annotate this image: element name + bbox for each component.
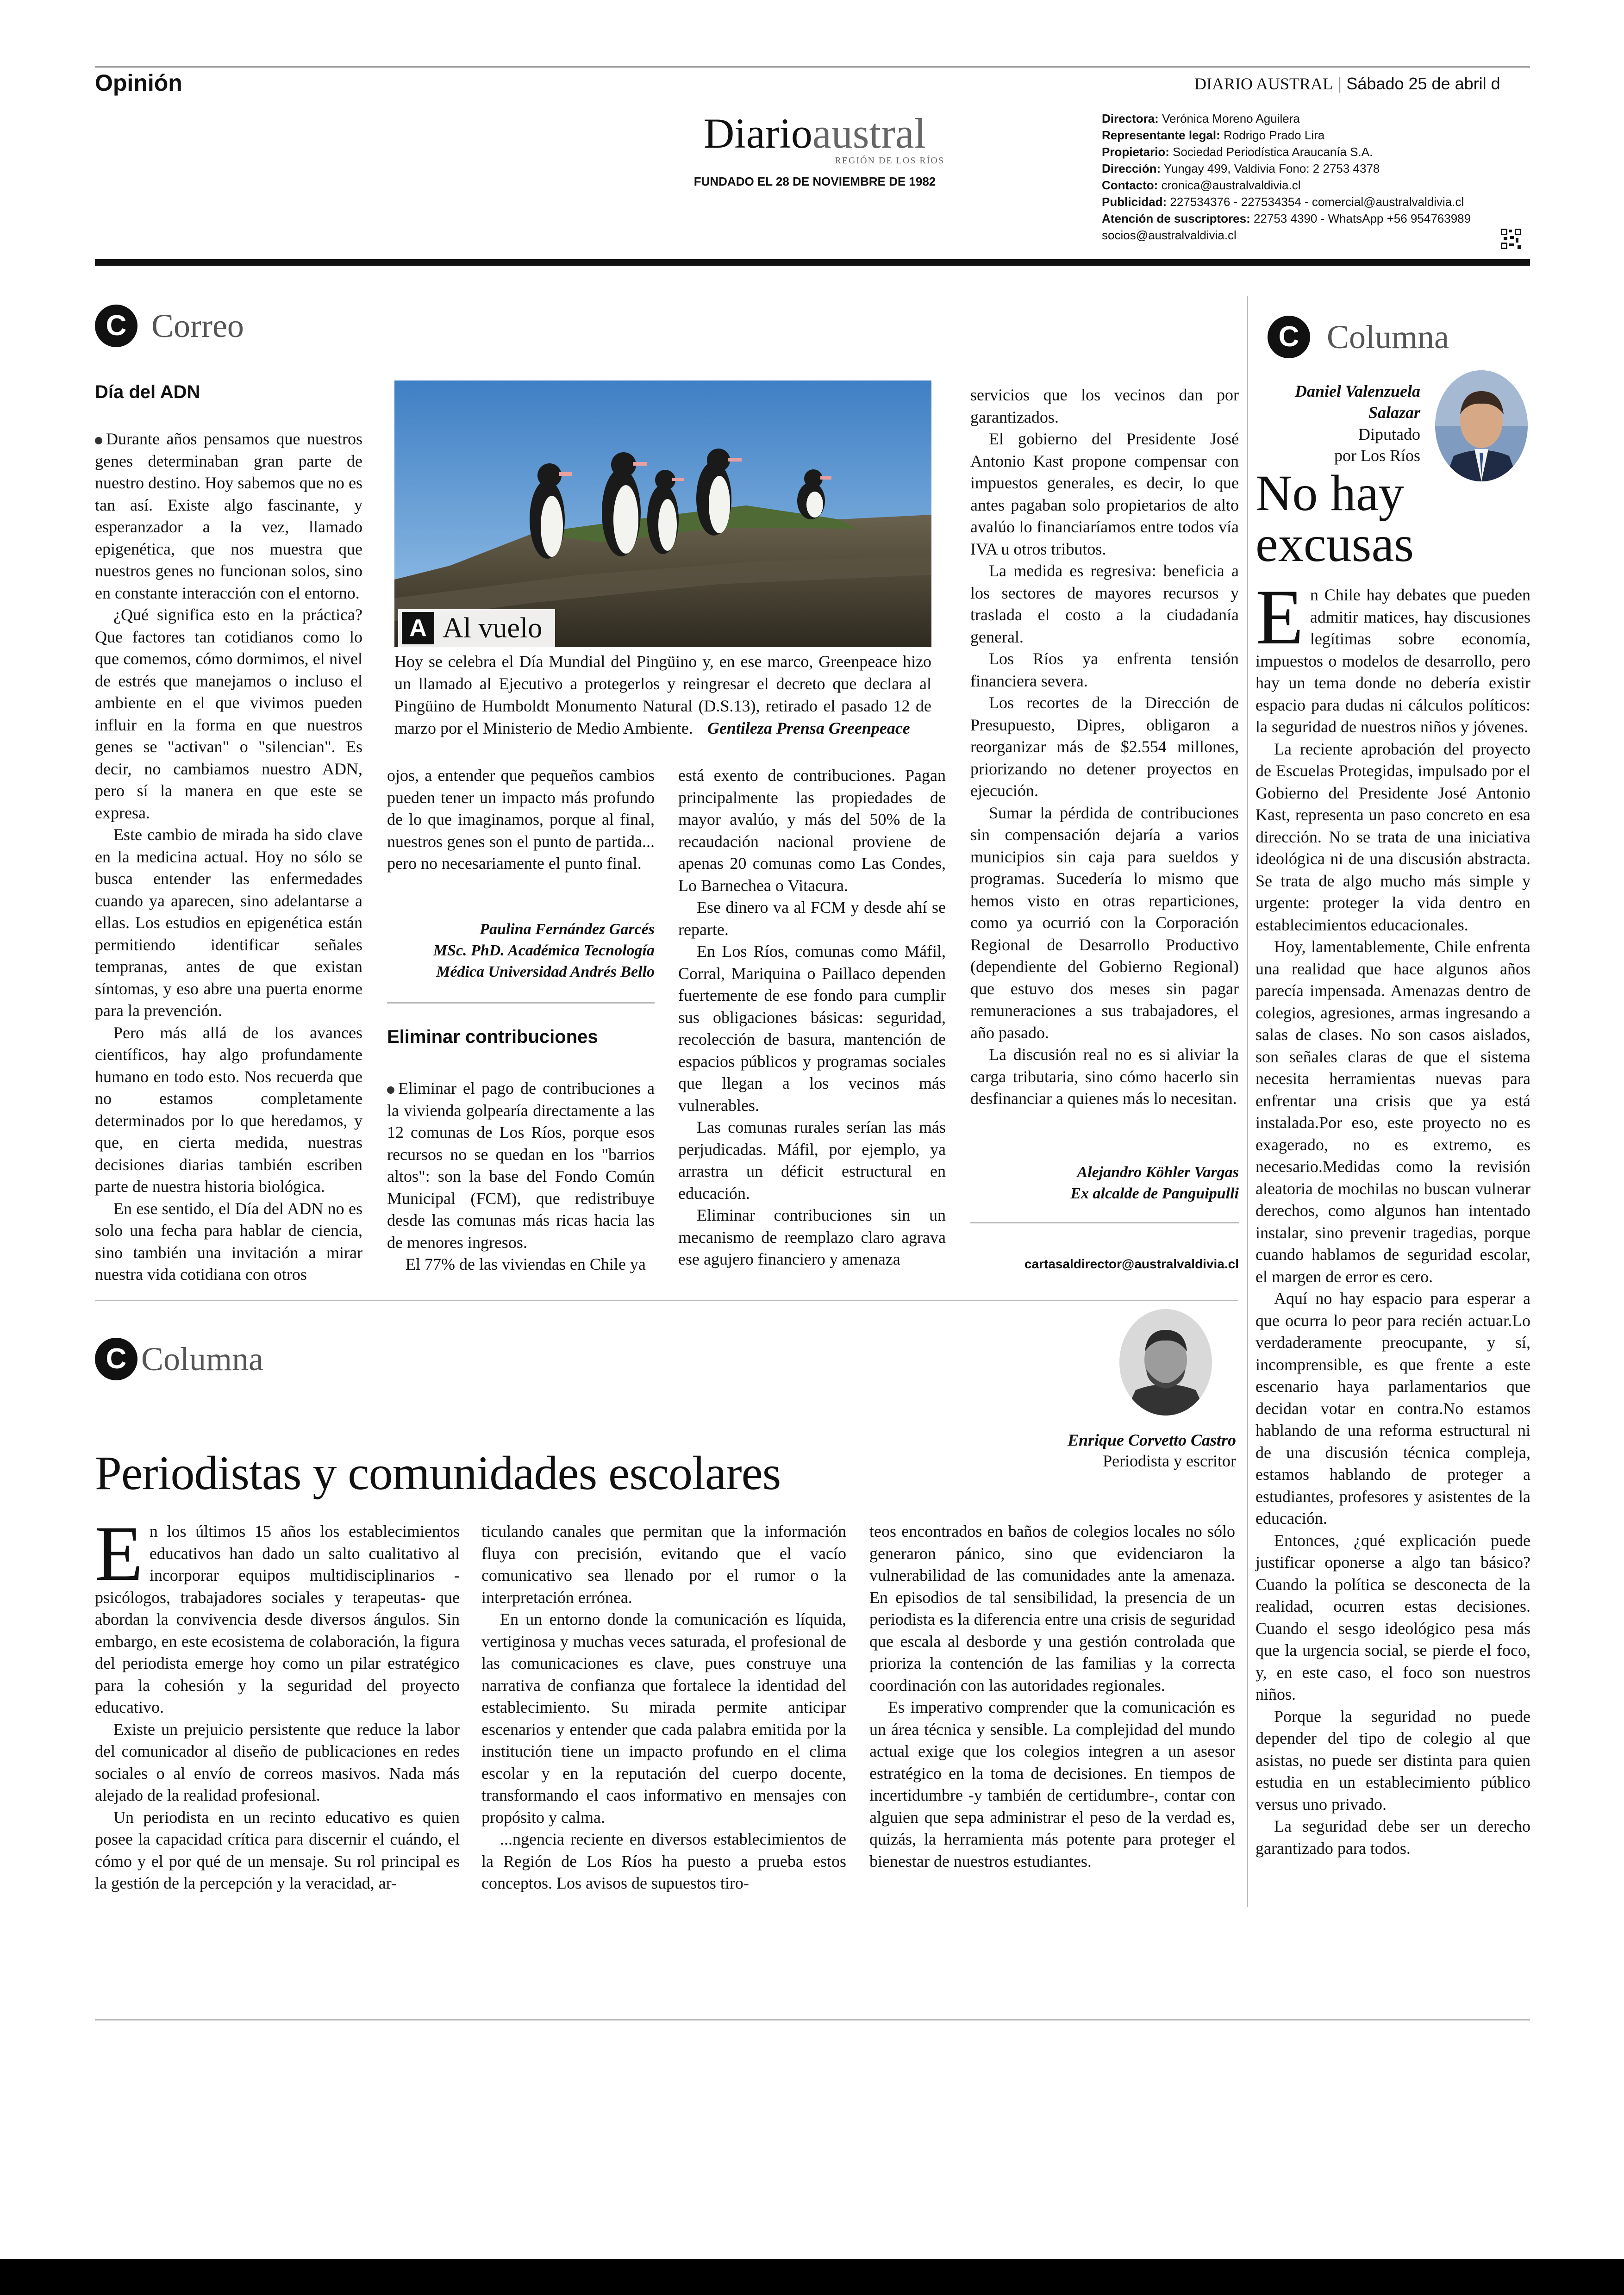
bottom-columna-top-rule: [95, 1300, 1238, 1301]
letter-adn-title: Día del ADN: [95, 382, 200, 402]
letter-contrib-paragraph: Los recortes de la Dirección de Presupuesto, Dipres, obligaron a reorganizar más de $2.554 millones, priorizando no detener proyectos en ejecución.: [970, 693, 1239, 800]
letter-adn-continuation: [387, 765, 655, 875]
columna-bottom-col2: [481, 1521, 846, 1895]
letter-contrib-title: Eliminar contribuciones: [387, 1027, 598, 1047]
bullet-icon: [95, 437, 102, 444]
letter-adn-paragraph: Durante años pensamos que nuestros genes determinaban gran parte de nuestro destino. Hoy sabemos que no es tan así. Existe algo fascinante, y esperanzador a la vez, llamado epigenética, que nos muestra que nuestros genes no funcionan solos, sino en constante interacción con el entorno.: [95, 430, 362, 602]
photo-label: [398, 609, 555, 647]
columna-right-section: Columna: [1327, 318, 1449, 355]
columna-bottom-headline: Periodistas y comunidades escolares: [95, 1447, 781, 1500]
letter-contrib-paragraph: servicios que los vecinos dan por garantizados.: [970, 386, 1239, 426]
columna-bottom-paragraph: Un periodista en un recinto educativo es quien posee la capacidad crítica para discernir el cuándo, el cómo y el por qué de un mensaje. Su rol principal es la gestión de la percepción y la veracidad, ar-: [95, 1808, 460, 1892]
columna-bottom-section: Columna: [141, 1340, 263, 1378]
staff-label: Contacto:: [1102, 178, 1158, 192]
staff-label: Representante legal:: [1102, 128, 1220, 142]
author-photo-corvetto: [1119, 1309, 1212, 1416]
columna-right-role-line: Diputado: [1358, 425, 1420, 443]
qr-code: [1500, 228, 1522, 250]
columna-bottom-header: [95, 1338, 263, 1380]
letter-contrib-paragraph: El gobierno del Presidente José Antonio Kast propone compensar con impuestos generales, es decir, lo que antes pagaban solo propietarios de alto avalúo lo financiaríamos entre todos vía IVA u otros tributos.: [970, 430, 1239, 558]
columna-right-paragraph: Hoy, lamentablemente, Chile enfrenta una realidad que hace algunos años parecía impensada. Amenazas dentro de colegios, agresiones, armas ingresando a salas de clases. No son casos aislados, son señales claras de que el sistema necesita herramientas nuevas para enfrentar una crisis que ya está instalada.Por eso, este proyecto no es exagerado, no es extremo, es necesario.Medidas como la revisión aleatoria de mochilas no buscan vulnerar derechos, como algunos han intentado instalar, sino prevenir tragedias, porque cuando hablamos de seguridad escolar, el margen de error es cero.: [1255, 937, 1530, 1286]
column-vertical-divider: [1247, 296, 1248, 1907]
columna-bottom-paragraph: ...ngencia reciente en diversos establecimientos de la Región de Los Ríos ha puesto a prueba estos conceptos. Los avisos de supuestos tiro-: [481, 1830, 846, 1892]
signature-line: MSc. PhD. Académica Tecnología: [433, 942, 655, 959]
staff-label: Atención de suscriptores:: [1102, 212, 1250, 225]
bottom-black-bar: [0, 2259, 1624, 2295]
columna-right-paragraph: Aquí no hay espacio para esperar a que ocurra lo peor para recién actuar.Lo verdaderamente preocupante, y sí, incomprensible, es que frente a este escenario haya parlamentarios que decidan votar en contra.No estamos hablando de una reforma estructural ni de una discusión técnica compleja, estamos hablando de proteger a estudiantes, profesores y asistentes de la educación.: [1255, 1289, 1530, 1528]
columna-bottom-dropcap: E: [95, 1510, 143, 1597]
letter-contrib-col-c: [970, 384, 1239, 1110]
staff-row: [1102, 193, 1518, 210]
staff-value: socios@australvaldivia.cl: [1102, 228, 1237, 242]
bullet-icon: [387, 1086, 394, 1094]
columna-right-paragraph: La seguridad debe ser un derecho garantizado para todos.: [1255, 1817, 1530, 1858]
staff-row: [1102, 210, 1518, 227]
letter-contrib-paragraph: Los Ríos ya enfrenta tensión financiera severa.: [970, 649, 1239, 690]
photo-label-text: Al vuelo: [443, 612, 543, 644]
columna-bottom-role: Periodista y escritor: [1103, 1452, 1236, 1470]
letter-adn-body: [95, 428, 362, 1286]
letter-contrib-paragraph: La medida es regresiva: beneficia a los sectores de mayores recursos y traslada el costo a la ciudadanía general.: [970, 561, 1239, 646]
columna-bottom-author: Enrique Corvetto Castro: [1067, 1431, 1236, 1449]
letter-contrib-paragraph: Las comunas rurales serían las más perjudicadas. Máfil, por ejemplo, ya arrastra un déficit estructural en educación.: [678, 1118, 946, 1203]
columna-bottom-col3: [869, 1521, 1235, 1872]
letter-contrib-col-a: [387, 1078, 655, 1276]
correo-badge: C: [95, 305, 137, 347]
brand-region: REGIÓN DE LOS RÍOS: [835, 156, 944, 166]
columna-right-badge: C: [1268, 316, 1310, 358]
correo-header: [95, 305, 244, 347]
columna-bottom-badge: C: [95, 1338, 137, 1380]
letter-divider: [387, 1002, 655, 1004]
staff-row: [1102, 127, 1518, 143]
columna-bottom-paragraph: ticulando canales que permitan que la información fluya con precisión, evitando que el vacío comunicativo sea llenado por el rumor o la interpretación errónea.: [481, 1522, 846, 1607]
dateline-date: Sábado 25 de abril d: [1346, 74, 1500, 93]
letter-contrib-paragraph: Ese dinero va al FCM y desde ahí se reparte.: [678, 898, 946, 939]
staff-value: Yungay 499, Valdivia Fono: 2 2753 4378: [1163, 162, 1380, 175]
staff-label: Propietario:: [1102, 145, 1169, 159]
columna-bottom-paragraph: En un entorno donde la comunicación es líquida, vertiginosa y muchas veces saturada, el profesional de las comunicaciones es clave, pues construye una narrativa de confianza que fortalece la identidad del establecimiento. Su mirada permite anticipar escenarios y entender que cada palabra emitida por la institución tiene un impacto profundo en el clima escolar y en la reputación del cuerpo docente, transformando el caos informativo en mensajes con propósito y calma.: [481, 1610, 846, 1827]
correo-title: Correo: [151, 307, 244, 344]
photo-caption: [394, 650, 931, 739]
letter-contrib-signature: [970, 1162, 1239, 1204]
penguin-photo: [394, 380, 931, 647]
columna-bottom-paragraph: Existe un prejuicio persistente que reduce la labor del comunicador al diseño de publicaciones en redes sociales o al envío de correos masivos. Nada más alejado de la realidad profesional.: [95, 1720, 460, 1804]
signature-line: Ex alcalde de Panguipulli: [1070, 1185, 1239, 1202]
author-photo-valenzuela: [1435, 370, 1528, 481]
staff-label: Publicidad:: [1102, 195, 1167, 209]
letter-contrib-paragraph: Sumar la pérdida de contribuciones sin compensación dejaría a varios municipios sin caja para sueldos y programas. Sucedería lo mismo que hemos visto en otras reparticiones, como ya ocurrió con la Corporación Regional de Desarrollo Productivo (dependiente del Gobierno Regional) que estuvo dos meses sin pagar remuneraciones a sus trabajadores, el año pasado.: [970, 803, 1239, 1042]
columna-right-dropcap: E: [1255, 574, 1304, 661]
columna-right-headline: No hay excusas: [1255, 465, 1414, 572]
columna-right-body: [1255, 574, 1530, 1859]
columna-right-role: [1268, 424, 1420, 466]
columna-right-author: Daniel Valenzuela Salazar: [1294, 382, 1420, 422]
page-bottom-rule: [95, 2019, 1530, 2021]
letter-adn-continuation-text: ojos, a entender que pequeños cambios pueden tener un impacto más profundo de lo que imaginamos, porque al final, nuestros genes son el punto de partida... pero no necesariamente el punto final.: [387, 766, 655, 873]
columna-bottom-paragraph: teos encontrados en baños de colegios locales no sólo generaron pánico, sino que evidenciaron la vulnerabilidad de las comunidades ante la amenaza. En episodios de tal sensibilidad, la presencia de un periodista es la diferencia entre una crisis de seguridad que escala al desborde y una gestión controlada que prioriza la contención de las familias y la correcta coordinación con las autoridades regionales.: [869, 1522, 1235, 1695]
signature-line: Alejandro Köhler Vargas: [1077, 1164, 1239, 1181]
staff-row: [1102, 110, 1518, 127]
header-top-rule: [95, 66, 1530, 68]
founded-line: FUNDADO EL 28 DE NOVIEMBRE DE 1982: [693, 175, 936, 188]
letter-adn-paragraph: Este cambio de mirada ha sido clave en la medicina actual. Hoy no sólo se busca entender las enfermedades cuando ya aparecen, sino adelantarse a ellas. Los estudios en epigenética están permitiendo identificar señales tempranas, antes de que existan síntomas, y eso abre una puerta enorme para la prevención.: [95, 825, 362, 1020]
staff-value: Verónica Moreno Aguilera: [1162, 112, 1300, 125]
staff-value: 227534376 - 227534354 - comercial@australvaldivia.cl: [1170, 195, 1464, 209]
staff-value: cronica@australvaldivia.cl: [1161, 178, 1301, 192]
staff-value: Sociedad Periodística Araucanía S.A.: [1173, 145, 1373, 159]
brand-main: Diario: [703, 110, 812, 157]
columna-right-role-line: por Los Ríos: [1334, 446, 1420, 465]
masthead-logo: [667, 111, 963, 189]
staff-row: [1102, 160, 1518, 177]
dateline: DIARIO AUSTRAL | Sábado 25 de abril d: [1194, 74, 1500, 93]
columna-right-paragraph: La reciente aprobación del proyecto de Escuelas Protegidas, impulsado por el Gobierno del Presidente José Antonio Kast, representa un paso concreto en esa dirección. No se trata de una iniciativa ideológica ni de una discusión abstracta. Se trata de algo mucho más simple y urgente: proteger la vida dentro en establecimientos educacionales.: [1255, 739, 1530, 934]
letter-adn-paragraph: ¿Qué significa esto en la práctica? Que factores tan cotidianos como lo que comemos, cómo dormimos, el nivel de estrés que manejamos o incluso el ambiente en el que vivimos pueden influir en la forma en que nuestros genes se "activan" o "silencian". Es decir, no cambiamos nuestro ADN, pero sí la manera en que este se expresa.: [95, 605, 362, 822]
dateline-paper: DIARIO AUSTRAL: [1194, 75, 1333, 93]
letter-contrib-paragraph: En Los Ríos, comunas como Máfil, Corral, Mariquina o Paillaco dependen fuertemente de ese fondo para cumplir sus obligaciones básicas: seguridad, recolección de basura, mantención de espacios públicos y programas sociales que llegan a los vecinos más vulnerables.: [678, 942, 946, 1115]
columna-right-paragraph: Entonces, ¿qué explicación puede justificar oponerse a algo tan básico?Cuando la política se desconecta de la realidad, ocurren estas decisiones. Cuando el sesgo ideológico pesa más que la urgencia social, se pierde el foco, y, en este caso, el foco son nuestros niños.: [1255, 1531, 1530, 1703]
letter-contrib-paragraph: Eliminar contribuciones sin un mecanismo de reemplazo claro agrava ese agujero financiero y amenaza: [678, 1206, 946, 1268]
letter-contrib-paragraph: El 77% de las viviendas en Chile ya: [406, 1255, 646, 1273]
letter-adn-paragraph: Pero más allá de los avances científicos, hay algo profundamente humano en todo esto. Nos recuerda que no estamos completamente determinados por lo que heredamos, y que, en cierta medida, nuestras decisiones diarias también escriben parte de nuestra historia biológica.: [95, 1023, 362, 1196]
columna-right-header: [1268, 316, 1449, 358]
section-label: Opinión: [95, 70, 182, 96]
staff-label: Directora:: [1102, 112, 1159, 125]
letter-contrib-paragraph: Eliminar el pago de contribuciones a la vivienda golpearía directamente a las 12 comunas de Los Ríos, porque esos recursos no se quedan en los "barrios altos": son la base del Fondo Común Municipal (FCM), que redistribuye desde las comunas más ricas hacia las de menores ingresos.: [387, 1079, 655, 1252]
signature-line: Médica Universidad Andrés Bello: [436, 963, 655, 980]
brand-accent: austral: [812, 110, 926, 157]
signature-line: Paulina Fernández Garcés: [480, 921, 655, 938]
staff-value: 22753 4390 - WhatsApp +56 954763989: [1253, 212, 1471, 225]
letter-contrib-paragraph: La discusión real no es si aliviar la carga tributaria, sino cómo hacerlo sin desfinanciar a quienes más lo necesitan.: [970, 1045, 1239, 1108]
letter-contrib-paragraph: está exento de contribuciones. Pagan principalmente las propiedades de mayor avalúo, y más del 50% de la recaudación nacional proviene de apenas 20 comunas como Las Condes, Lo Barnechea o Vitacura.: [678, 766, 946, 895]
staff-value: Rodrigo Prado Lira: [1223, 128, 1325, 142]
photo-credit: Gentileza Prensa Greenpeace: [707, 719, 910, 737]
columna-bottom-paragraph: n los últimos 15 años los establecimientos educativos han dado un salto cualitativo al incorporar equipos multidisciplinarios -psicólogos, trabajadores sociales y terapeutas- que abordan la convivencia desde diversos ángulos. Sin embargo, en este ecosistema de colaboración, la figura del periodista emerge hoy como un pilar estratégico para la cohesión y la seguridad del proyecto educativo.: [95, 1522, 460, 1716]
columna-right-paragraph: Porque la seguridad no puede depender del tipo de colegio al que asistas, no puede ser distinta para quien estudia en un establecimiento público versus uno privado.: [1255, 1707, 1530, 1814]
staff-row: [1102, 227, 1518, 243]
columna-bottom-col1: [95, 1510, 460, 1895]
masthead-heavy-rule: [95, 259, 1530, 266]
letter-adn-paragraph: En ese sentido, el Día del ADN no es solo una fecha para hablar de ciencia, sino también una invitación a mirar nuestra vida cotidiana con otros: [95, 1199, 362, 1284]
letter-contrib-col-b: [678, 765, 946, 1271]
staff-row: [1102, 143, 1518, 160]
photo-badge: A: [402, 612, 434, 644]
columna-right-paragraph: n Chile hay debates que pueden admitir matices, hay discusiones legítimas sobre economía, impuestos o modelos de desarrollo, pero hay un tema donde no debería existir espacio para dudas ni cálculos políticos: la seguridad de nuestros niños y jóvenes.: [1255, 586, 1530, 736]
staff-row: [1102, 177, 1518, 193]
staff-box: [1102, 110, 1518, 243]
letters-email: cartasaldirector@australvaldivia.cl: [1024, 1257, 1239, 1271]
email-rule: [970, 1222, 1239, 1223]
photo-caption-text: Hoy se celebra el Día Mundial del Pingüino y, en ese marco, Greenpeace hizo un llamado al Ejecutivo a protegerlos y reingresar el decreto que declara al Pingüino de Humboldt Monumento Natural (D.S.13), retirado el pasado 12 de marzo por el Ministerio de Medio Ambiente.: [394, 652, 931, 737]
columna-bottom-paragraph: Es imperativo comprender que la comunicación es un área técnica y sensible. La complejidad del mundo actual exige que los colegios integren a un asesor estratégico en la toma de decisiones. En tiempos de incertidumbre -y también de certidumbre-, contar con alguien que sepa administrar el peso de la verdad es, quizás, la herramienta más potente para proteger el bienestar de nuestros estudiantes.: [869, 1698, 1235, 1871]
staff-label: Dirección:: [1102, 162, 1161, 175]
letter-adn-signature: [387, 919, 655, 983]
